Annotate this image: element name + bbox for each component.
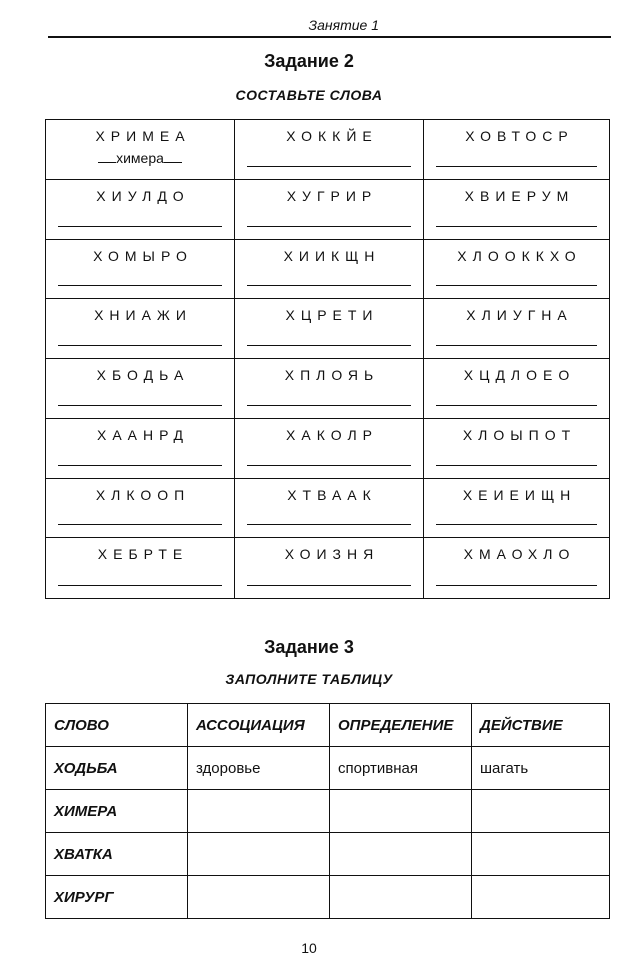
anagram-cell [46,299,235,359]
anagram-cell [235,120,424,180]
anagram-letters: ХОККЙЕ [286,128,378,144]
answer-line[interactable] [247,465,411,466]
anagram-letters: ХЛКООП [95,486,191,503]
row-word: ХИРУРГ [46,876,188,919]
anagram-letters: ХБОДЬА [96,367,190,383]
answer-line[interactable] [247,166,411,167]
header-association: АССОЦИАЦИЯ [188,704,330,747]
anagram-cell [46,479,235,539]
header-action: ДЕЙСТВИЕ [472,704,610,747]
anagram-cell [424,299,609,359]
answer-line[interactable] [436,585,597,586]
anagram-cell [235,419,424,479]
example-answer-word: химера [116,149,164,166]
anagram-cell [424,180,609,240]
row-word: ХИМЕРА [46,790,188,833]
anagram-cell [46,120,235,180]
task2-instruction: СОСТАВЬТЕ СЛОВА [235,87,383,103]
answer-line[interactable] [436,524,597,525]
anagram-cell [424,359,609,419]
anagram-letters: ХУГРИР [286,187,378,204]
answer-line[interactable] [58,465,222,466]
anagram-letters: ХЦДЛОЕО [463,367,576,383]
anagram-letters: ХПЛОЯЬ [284,367,380,383]
fill-table [45,703,610,919]
answer-line[interactable] [436,465,597,466]
row-association[interactable]: здоровье [188,747,330,790]
table-row [46,833,610,876]
row-word: ХВАТКА [46,833,188,876]
anagram-letters: ХИИКЩН [283,247,381,264]
anagram-letters: ХРИМЕА [95,128,191,144]
anagram-letters: ХВИЕРУМ [464,187,575,204]
anagram-cell [46,359,235,419]
anagram-letters: ХААНРД [96,426,189,443]
row-definition[interactable] [330,790,472,833]
anagram-grid [45,119,610,599]
row-action[interactable] [472,790,610,833]
row-action[interactable]: шагать [472,747,610,790]
anagram-cell [235,538,424,598]
header-definition: ОПРЕДЕЛЕНИЕ [330,704,472,747]
row-action[interactable] [472,833,610,876]
anagram-letters: ХОМЫРО [93,247,193,264]
page-number: 10 [301,940,317,956]
answer-line[interactable] [58,285,222,286]
answer-line[interactable] [247,285,411,286]
anagram-cell [235,479,424,539]
row-word: ХОДЬБА [46,747,188,790]
table-header-row [46,704,610,747]
answer-line[interactable] [436,166,597,167]
table-row [46,876,610,919]
anagram-letters: ХЕБРТЕ [97,546,189,563]
task2-title: Задание 2 [264,51,354,71]
answer-line[interactable] [58,524,222,525]
anagram-letters: ХЛООККХО [457,247,582,264]
row-definition[interactable] [330,876,472,919]
anagram-letters: ХЛИУГНА [466,307,573,324]
anagram-letters: ХОВТОСР [465,128,574,144]
answer-line[interactable] [58,345,222,346]
anagram-letters: ХАКОЛР [286,426,378,443]
row-association[interactable] [188,833,330,876]
row-definition[interactable]: спортивная [330,747,472,790]
anagram-cell [235,180,424,240]
answer-line[interactable] [58,585,222,586]
anagram-cell [424,538,609,598]
answer-line[interactable] [247,524,411,525]
anagram-cell [235,359,424,419]
answer-line[interactable] [436,285,597,286]
answer-line[interactable] [436,405,597,406]
anagram-letters: ХЦРЕТИ [285,307,379,324]
example-answer [46,150,234,166]
task3-title: Задание 3 [264,637,354,657]
anagram-letters: ХОИЗНЯ [284,546,380,563]
answer-line[interactable] [247,345,411,346]
answer-line[interactable] [58,405,222,406]
page-header [48,16,611,38]
anagram-cell [46,180,235,240]
anagram-cell [424,120,609,180]
anagram-letters: ХМАОХЛО [463,546,576,563]
header-word: СЛОВО [46,704,188,747]
row-definition[interactable] [330,833,472,876]
anagram-cell [424,479,609,539]
anagram-letters: ХНИАЖИ [94,307,192,324]
anagram-cell [235,299,424,359]
table-row [46,790,610,833]
anagram-cell [46,240,235,300]
answer-line[interactable] [436,226,597,227]
anagram-cell [424,240,609,300]
task3-instruction: ЗАПОЛНИТЕ ТАБЛИЦУ [225,671,393,687]
anagram-letters: ХЛОЫПОТ [462,426,577,443]
answer-line[interactable] [247,226,411,227]
anagram-cell [424,419,609,479]
row-association[interactable] [188,876,330,919]
answer-line[interactable] [247,405,411,406]
row-action[interactable] [472,876,610,919]
lesson-label: Занятие 1 [308,17,379,33]
anagram-cell [46,419,235,479]
row-association[interactable] [188,790,330,833]
anagram-cell [46,538,235,598]
anagram-cell [235,240,424,300]
anagram-letters: ХИУЛДО [96,187,190,204]
anagram-letters: ХЕИЕИЩН [462,486,577,503]
answer-line[interactable] [58,226,222,227]
table-row [46,747,610,790]
answer-line[interactable] [436,345,597,346]
answer-line[interactable] [247,585,411,586]
anagram-letters: ХТВААК [287,486,377,503]
